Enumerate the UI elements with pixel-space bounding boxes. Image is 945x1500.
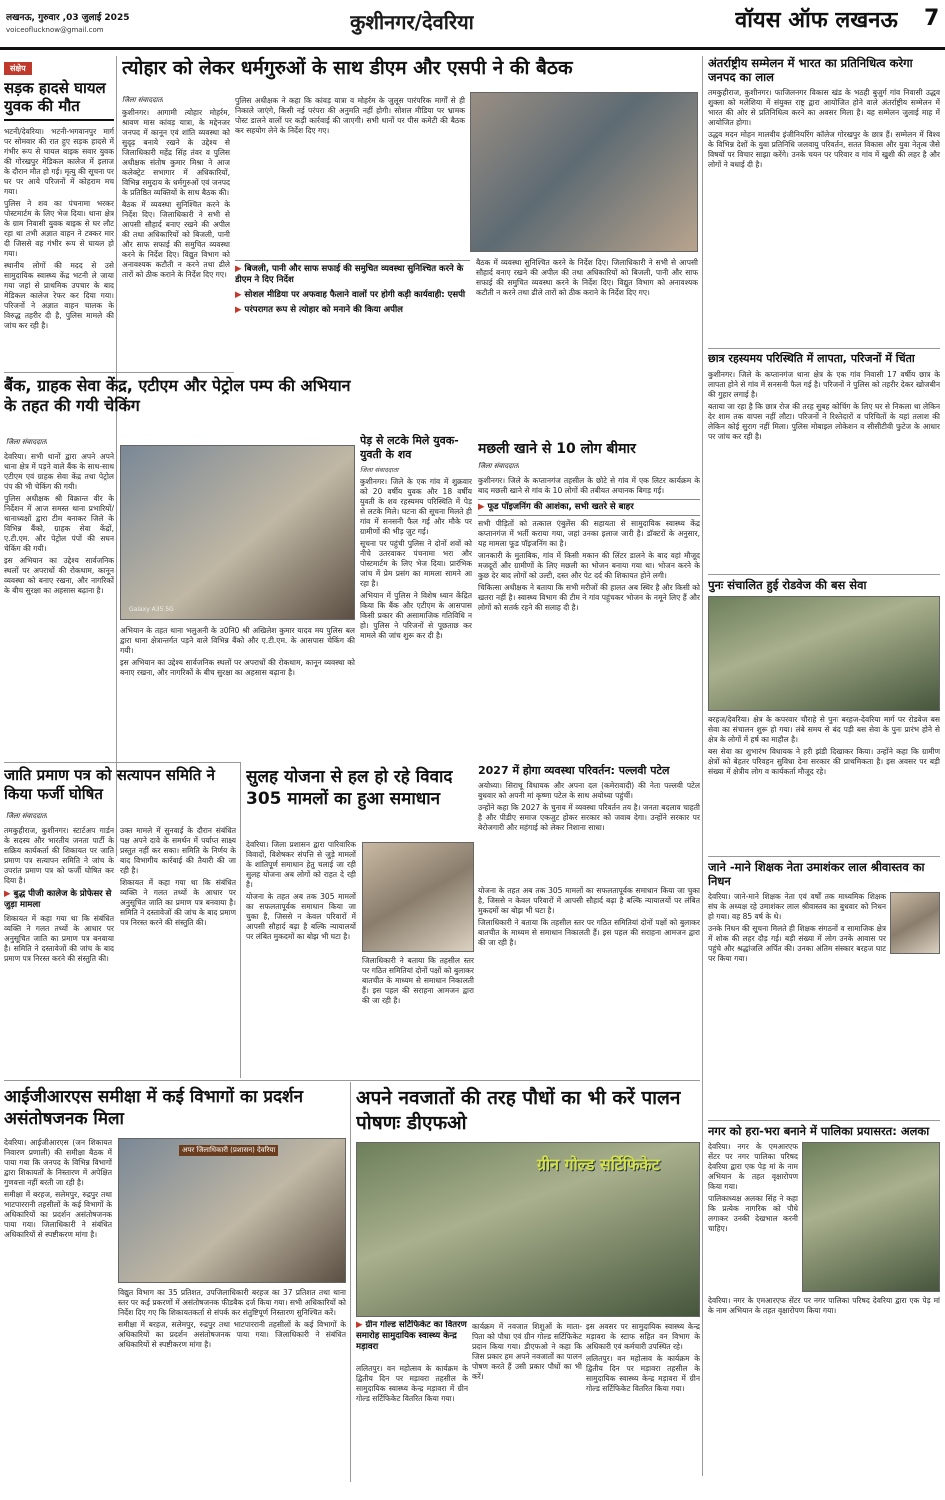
missing-headline: छात्र रहस्यमय परिस्थिति में लापता, परिजनों में चिंता [708, 352, 915, 365]
green-para-1: देवरिया। नगर के एमआरएफ सेंटर पर नगर पालिका परिषद देवरिया द्वारा एक पेड़ मां के नाम अभियान के तहत वृक्षारोपण किया गया। [708, 1142, 798, 1191]
lead-para-2: बैठक में व्यवस्था सुनिश्चित करने के निर्देश दिए। जिलाधिकारी ने सभी से आपसी सौहार्द बनाए रखने की अपील की तथा अधिकारियों को बिजली, पानी और साफ सफाई की समुचित व्यवस्था करने के निर्देश दिए। विद्युत विभाग को अनावश्यक कटौती न करने तथा ढीले तारों को ठीक कराने के निर्देश दिए गए। [122, 200, 230, 279]
lead-text-col-3 [476, 258, 698, 358]
bank-para-2: पुलिस अधीक्षक श्री विक्रान्त वीर के निर्देशन में आज समस्त थाना प्रभारियों/थानाध्यक्षों द्वारा टीम बनाकर जिले के विभिन्न बैंको, ग्राहक सेवा केंद्रों, ए.टी.एम. और पेट्रोल पंपों की सघन चेकिंग की गयी। [4, 494, 114, 553]
divider [708, 348, 940, 349]
plants-highlight-box [356, 1320, 468, 1353]
bus-para-2: बस सेवा का शुभारंभ विधायक ने हरी झंडी दिखाकर किया। उन्होंने कहा कि ग्रामीण क्षेत्रों को बेहतर परिवहन सुविधा देना सरकार की प्राथमिकता है। इस अवसर पर बड़ी संख्या में क्षेत्रीय लोग व कार्यकर्ता मौजूद रहे। [708, 747, 940, 776]
lead-text-col-2 [235, 96, 465, 256]
lead-meeting-photo [470, 92, 698, 252]
bodies-para-3: अभियान में पुलिस ने विशेष ध्यान केंद्रित किया कि बैंक और एटीएम के आसपास किसी प्रकार की असामाजिक गतिविधि न हो। पुलिस ने परिजनों से पूछताछ कर मामले की जांच शुरू कर दी है। [360, 591, 472, 640]
international-story [708, 56, 940, 346]
sulah-para-1: देवरिया। जिला प्रशासन द्वारा पारिवारिक विवादों, विशेषकर संपत्ति से जुड़े मामलों के शांतिपूर्ण समाधान हेतु चलाई जा रही सुलह योजना अब लोगों को राहत दे रही है। [246, 840, 356, 889]
notice-board: अपर जिलाधिकारी (प्रशासन) देवरिया [179, 1145, 278, 1156]
election-story [478, 764, 700, 882]
divider [4, 1080, 700, 1081]
missing-para-1: कुशीनगर। जिले के कप्तानगंज थाना क्षेत्र के एक गांव निवासी 17 वर्षीय छात्र के लापता होने से गांव में सनसनी फैल गई है। परिजनों ने पुलिस को तहरीर देकर खोजबीन की गुहार लगाई है। [708, 370, 940, 399]
plants-headline: अपने नवजातों की तरह पौधों का भी करें पालन पोषणः डीएफओ [356, 1087, 681, 1134]
international-para-1: तमकुहीराज, कुशीनगर। फाजिलनगर विकास खंड के भठही बुजुर्ग गांव निवासी उद्धव शुक्ला को मलेशिया में संयुक्त राष्ट्र द्वारा आयोजित होने वाले अंतर्राष्ट्रीय सम्मेलन में भारत की ओर से प्रतिनिधित्व करने का अवसर मिला है। यह सम्मेलन जुलाई माह में आयोजित होगा। [708, 88, 940, 127]
plants-para-1: ललितपुर। वन महोत्सव के कार्यक्रम के द्वितीय दिन पर मड़ावरा तहसील के सामुदायिक स्वास्थ्य केन्द्र मड़ावरा में ग्रीन गोल्ड सर्टिफिकेट वितरित किया गया। [356, 1364, 468, 1403]
caste-credit: जिला संवाददाता [6, 812, 48, 820]
masthead [0, 0, 945, 50]
bullet-icon: ▶ [235, 290, 245, 300]
lead-para-1: कुशीनगर। आगामी त्योहार मोहर्रम, श्रावण मास कांवड़ यात्रा, के मद्देनजर जनपद में कानून एवं शांति व्यवस्था को सुदृढ़ बनाये रखने के उद्देश्य से जिलाधिकारी महेंद्र सिंह तंवर व पुलिस अधीक्षक संतोष कुमार मिश्रा ने आज कलेक्ट्रेट सभागार में अधिकारियों, विभिन्न समुदाय के धर्मगुरुओं एवं जनपद के प्रतिष्ठित व्यक्तियों के साथ बैठक की। [122, 108, 230, 197]
plants-highlight [356, 1320, 468, 1360]
fish-para-3: जानकारी के मुताबिक, गांव में किसी मकान की लिंटर डालने के बाद वहां मौजूद मजदूरों और ग्रामीणों के लिए मछली का भोजन बनाया गया था। भोजन करने के कुछ देर बाद लोगों को उल्टी, दस्त और पेट दर्द की शिकायत होने लगी। [478, 551, 700, 580]
lead-highlight-text-2: सोशल मीडिया पर अफवाह फैलाने वालों पर होगी कड़ी कार्यवाही: एसपी [244, 290, 466, 300]
bodies-credit: जिला संवाददाता [360, 466, 399, 474]
bus-story [708, 578, 940, 853]
page-number: 7 [924, 6, 940, 31]
bank-credit: जिला संवाददाता [6, 438, 48, 446]
fish-para-4: चिकित्सा अधीक्षक ने बताया कि सभी मरीजों की हालत अब स्थिर है और किसी को खतरा नहीं है। स्वास्थ्य विभाग की टीम ने गांव पहुंचकर भोजन के नमूने लिए हैं और लोगों को सतर्क रहने की सलाह दी है। [478, 583, 700, 612]
lead-headline: त्योहार को लेकर धर्मगुरुओं के साथ डीएम और एसपी ने की बैठक [122, 57, 573, 79]
fish-para-1: कुशीनगर। जिले के कप्तानगंज तहसील के छोटे से गांव में एक लिटर कार्यक्रम के बाद मछली खाने से गांव के 10 लोगों की तबीयत अचानक बिगड़ गई। [478, 476, 700, 495]
bank-para-1: देवरिया। सभी थानों द्वारा अपने अपने थाना क्षेत्र में पड़ने वाले बैंक के साथ-साथ एटीएम एवं ग्राहक सेवा केंद्र तथा पेट्रोल पंप की भी चेकिंग की गयी। [4, 452, 114, 491]
sulah-para-3: जिलाधिकारी ने बताया कि तहसील स्तर पर गठित समितियां दोनों पक्षों को बुलाकर बातचीत के माध्यम से समाधान निकालती हैं। इस पहल की सराहना आमजन द्वारा की जा रही है। [362, 956, 474, 1005]
section-title: कुशीनगर/देवरिया [350, 10, 474, 34]
lead-highlight-2 [235, 290, 470, 301]
divider [116, 56, 117, 856]
caste-para-4: शिकायत में कहा गया था कि संबंधित व्यक्ति ने गलत तथ्यों के आधार पर अनुसूचित जाति का प्रमाण पत्र बनवाया है। समिति ने दस्तावेजों की जांच के बाद प्रमाण पत्र निरस्त करने की संस्तुति की। [120, 878, 236, 927]
bus-para-1: बरहज/देवरिया। क्षेत्र के कपरवार चौराहे से पुनः बरहज-देवरिया मार्ग पर रोडवेज बस सेवा का संचालन शुरू हो गया। लंबे समय से बंद पड़ी बस सेवा के पुनः प्रारंभ होने से क्षेत्र के लोगों में हर्ष का माहौल है। [708, 715, 940, 744]
igrs-para-4: समीक्षा में बरहज, सलेमपुर, रुद्रपुर तथा भाटपाररानी तहसीलों के कई विभागों के अधिकारियों का प्रदर्शन असंतोषजनक पाया गया। जिलाधिकारी ने संबंधित अधिकारियों से स्पष्टीकरण मांगा है। [118, 1320, 346, 1349]
sulah-text-2 [362, 956, 474, 1076]
plantation-photo [802, 1142, 940, 1292]
caste-para-1: तमकुहीराज, कुशीनगर। स्टार्टअप गार्डन के सदस्य और भारतीय जनता पार्टी के सक्रिय कार्यकर्ता की शिकायत पर जाति प्रमाण पत्र सत्यापन समिति ने जांच के उपरांत प्रमाण पत्र को फर्जी घोषित कर दिया है। [4, 826, 114, 885]
igrs-para-1: देवरिया। आईजीआरएस (जन शिकायत निवारण प्रणाली) की समीक्षा बैठक में पाया गया कि जनपद के विभिन्न विभागों द्वारा शिकायतों के निस्तारण में अपेक्षित गुणवत्ता नहीं बरती जा रही है। [4, 1138, 112, 1187]
international-para-2: उद्धव मदन मोहन मालवीय इंजीनियरिंग कॉलेज गोरखपुर के छात्र हैं। सम्मेलन में विश्व के विभिन्न देशों के युवा प्रतिनिधि जलवायु परिवर्तन, सतत विकास और युवा नेतृत्व जैसे विषयों पर विचार साझा करेंगे। उनके चयन पर परिवार व गांव में खुशी की लहर है और लोगों ने बधाई दी है। [708, 130, 940, 169]
missing-para-2: बताया जा रहा है कि छात्र रोज की तरह सुबह कोचिंग के लिए घर से निकला था लेकिन देर शाम तक वापस नहीं लौटा। परिजनों ने रिश्तेदारों व परिचितों के यहां तलाश की लेकिन कोई सुराग नहीं मिला। पुलिस मोबाइल लोकेशन व सीसीटीवी फुटेज के आधार पर जांच कर रही है। [708, 402, 940, 441]
lead-para-extra: बैठक में व्यवस्था सुनिश्चित करने के निर्देश दिए। जिलाधिकारी ने सभी से आपसी सौहार्द बनाए रखने की अपील की तथा अधिकारियों को बिजली, पानी और साफ सफाई की समुचित व्यवस्था करने के निर्देश दिए। विद्युत विभाग को अनावश्यक कटौती न करने तथा ढीले तारों को ठीक कराने के निर्देश दिए गए। [476, 258, 698, 297]
bank-para-4: अभियान के तहत थाना भलुअनी के उ0नि0 श्री अखिलेश कुमार यादव मय पुलिस बल द्वारा थाना क्षेत्रान्तर्गत पड़ने वाले विभिन्न बैंको और ए.टी.एम. के आसपास चेकिंग की गयी। [120, 626, 355, 655]
bank-text [4, 452, 114, 752]
divider [350, 1082, 351, 1482]
lead-highlight-text-3: परंपरागत रूप से त्योहार को मनाने की किया अपील [244, 305, 403, 315]
bullet-icon: ▶ [235, 264, 245, 274]
caste-highlight-text: बुद्ध पीजी कालेज के प्रोफेसर से जुड़ा मामला [4, 889, 112, 910]
green-para-2: पालिकाध्यक्ष अलका सिंह ने कहा कि प्रत्येक नागरिक को पौधे लगाकर उनकी देखभाल करनी चाहिए। [708, 1194, 798, 1233]
plants-text-2 [472, 1322, 582, 1484]
igrs-meeting-photo [118, 1138, 346, 1283]
teacher-story [708, 860, 940, 1118]
lead-credit: जिला संवाददाता [122, 96, 164, 104]
divider [4, 762, 240, 763]
teacher-para-1: देवरिया। जाने-माने शिक्षक नेता एवं वर्षों तक माध्यमिक शिक्षक संघ के अध्यक्ष रहे उमाशंकर लाल श्रीवास्तव का बुधवार को निधन हो गया। वह 85 वर्ष के थे। [708, 892, 886, 921]
teacher-para-2: उनके निधन की सूचना मिलते ही शिक्षक संगठनों व सामाजिक क्षेत्र में शोक की लहर दौड़ गई। बड़ी संख्या में लोग उनके आवास पर पहुंचे और श्रद्धांजलि अर्पित की। उनका अंतिम संस्कार बरहज घाट पर किया गया। [708, 924, 886, 963]
caste-highlight [4, 889, 114, 911]
teacher-portrait [890, 892, 940, 954]
igrs-headline: आईजीआरएस समीक्षा में कई विभागों का प्रदर्शन असंतोषजनक मिला [4, 1087, 304, 1129]
election-headline: 2027 में होगा व्यवस्था परिवर्तन: पल्लवी पटेल [478, 764, 670, 777]
green-story [708, 1124, 940, 1490]
election-continued [478, 886, 700, 1076]
bodies-para-1: कुशीनगर। जिले के एक गांव में शुक्रवार को 20 वर्षीय युवक और 18 वर्षीय युवती के शव रहस्यमय परिस्थिति में पेड़ से लटके मिले। घटना की सूचना मिलते ही गांव में सनसनी फैल गई और मौके पर ग्रामीणों की भीड़ जुट गई। [360, 477, 472, 536]
fish-para-2: सभी पीड़ितों को तत्काल एंबुलेंस की सहायता से सामुदायिक स्वास्थ्य केंद्र कप्तानगंज में भर्ती कराया गया, जहां उनका इलाज जारी है। डॉक्टरों के अनुसार, यह मामला फूड पॉइजनिंग का है। [478, 519, 700, 548]
email: voiceoflucknow@gmail.com [6, 26, 104, 34]
photo-watermark: Galaxy A35 5G [129, 606, 174, 613]
plants-para-3: इस अवसर पर सामुदायिक स्वास्थ्य केन्द्र मड़ावरा के स्टाफ सहित वन विभाग के अधिकारी एवं कर्मचारी उपस्थित रहे। [586, 1322, 700, 1351]
bank-checking-photo [120, 445, 355, 620]
bullet-icon: ▶ [235, 305, 245, 315]
plants-text-1 [356, 1364, 468, 1484]
bank-text-2 [120, 626, 355, 756]
plants-para-4: ललितपुर। वन महोत्सव के कार्यक्रम के द्वितीय दिन पर मड़ावरा तहसील के सामुदायिक स्वास्थ्य केन्द्र मड़ावरा में ग्रीन गोल्ड सर्टिफिकेट वितरित किया गया। [586, 1354, 700, 1393]
igrs-text-2 [118, 1288, 346, 1483]
caste-para-3: उक्त मामले में सुनवाई के दौरान संबंधित पक्ष अपने दावे के समर्थन में पर्याप्त साक्ष्य प्रस्तुत नहीं कर सका। समिति के निर्णय के बाद विभागीय कार्रवाई की तैयारी की जा रही है। [120, 826, 236, 875]
fish-headline: मछली खाने से 10 लोग बीमार [478, 441, 636, 457]
lead-para-3: पुलिस अधीक्षक ने कहा कि कांवड़ यात्रा व मोहर्रम के जुलूस पारंपरिक मार्गों से ही निकाले जाएंगे, किसी नई परंपरा की अनुमति नहीं होगी। सोशल मीडिया पर भ्रामक पोस्ट डालने वालों पर कड़ी कार्रवाई की जाएगी। सभी थानों पर पीस कमेटी की बैठक कर सहयोग लेने के निर्देश दिए गए। [235, 96, 465, 135]
bank-para-5: इस अभियान का उद्देश्य सार्वजनिक स्थलों पर अपराधों की रोकथाम, कानून व्यवस्था को बनाए रखना, और नागरिकों के बीच सुरक्षा का अहसास बढ़ाना है। [120, 658, 355, 677]
caste-text-2 [120, 826, 236, 1074]
divider [702, 56, 703, 1476]
caste-text-1 [4, 826, 114, 1074]
sankshep-para-1: भटनी/देवरिया। भटनी-भगवानपुर मार्ग पर सोमवार की रात हुए सड़क हादसे में गंभीर रूप से घायल बाइक सवार युवक की गोरखपुर मेडिकल कालेज में इलाज के दौरान मौत हो गई। मृत्यु की सूचना पर घर पर आये परिजनों में कोहराम मच गया। [4, 127, 114, 196]
divider [4, 372, 234, 373]
bullet-icon: ▶ [4, 889, 14, 899]
plants-para-2: कार्यक्रम में नवजात शिशुओं के माता-पिता को पौधा एवं ग्रीन गोल्ड सर्टिफिकेट प्रदान किया गया। डीएफओ ने कहा कि जिस प्रकार हम अपने नवजातों का पालन पोषण करते हैं उसी प्रकार पौधों का भी करें। [472, 1322, 582, 1381]
sankshep-tag: संक्षेप [4, 62, 32, 75]
plants-photo [356, 1142, 700, 1317]
sankshep-column [4, 56, 114, 371]
plants-highlight-text: ग्रीन गोल्ड सर्टिफिकेट का वितरण समारोह सामुदायिक स्वास्थ्य केन्द्र मड़ावरा [356, 1320, 467, 1352]
lead-highlight-text-1: बिजली, पानी और साफ सफाई की समुचित व्यवस्था सुनिश्चित करने के डीएम ने दिए निर्देश [235, 264, 464, 285]
caste-para-2: शिकायत में कहा गया था कि संबंधित व्यक्ति ने गलत तथ्यों के आधार पर अनुसूचित जाति का प्रमाण पत्र बनवाया है। समिति ने दस्तावेजों की जांच के बाद प्रमाण पत्र निरस्त करने की संस्तुति की। [4, 914, 114, 963]
bank-para-3: इस अभियान का उद्देश्य सार्वजनिक स्थलों पर अपराधों की रोकथाम, कानून व्यवस्था को बनाए रखना, और नागरिकों के बीच सुरक्षा का अहसास बढ़ाना है। [4, 556, 114, 595]
bullet-icon: ▶ [478, 502, 488, 512]
lead-highlights [235, 260, 470, 350]
election-para-1: अयोध्या। सिराथू विधायक और अपना दल (कमेरावादी) की नेता पल्लवी पटेल बुधवार को अपनी मां कृष्णा पटेल के साथ अयोध्या पहुंचीं। [478, 781, 700, 800]
plants-text-3 [586, 1322, 700, 1484]
green-headline: नगर को हरा-भरा बनाने में पालिका प्रयासरत: अलका [708, 1124, 930, 1138]
sankshep-headline: सड़क हादसे घायल युवक की मौत [4, 79, 114, 121]
green-para-3: देवरिया। नगर के एमआरएफ सेंटर पर नगर पालिका परिषद देवरिया द्वारा एक पेड़ मां के नाम अभियान के तहत वृक्षारोपण किया गया। [708, 1296, 940, 1315]
bodies-story [360, 434, 472, 759]
bus-headline: पुनः संचालित हुई रोडवेज की बस सेवा [708, 578, 867, 592]
international-headline: अंतर्राष्ट्रीय सम्मेलन में भारत का प्रतिनिधित्व करेगा जनपद का लाल [708, 56, 913, 84]
divider [708, 856, 940, 857]
election-para-2: उन्होंने कहा कि 2027 के चुनाव में व्यवस्था परिवर्तन तय है। जनता बदलाव चाहती है और पीडीए समाज एकजुट होकर सरकार को जवाब देगा। उन्होंने सरकार पर बेरोजगारी और महंगाई को लेकर निशाना साधा। [478, 803, 700, 832]
fish-credit: जिला संवाददाता [478, 462, 520, 470]
bodies-headline: पेड़ से लटके मिले युवक-युवती के शव [360, 434, 459, 461]
bank-headline: बैंक, ग्राहक सेवा केंद्र, एटीएम और पेट्रोल पम्प की अभियान के तहत की गयी चेकिंग [4, 376, 351, 415]
divider [240, 762, 241, 1078]
date-line: लखनऊ, गुरुवार ,03 जुलाई 2025 [6, 13, 130, 23]
bus-photo [708, 596, 940, 711]
certificate-banner: ग्रीन गोल्ड सर्टिफिकेट [537, 1155, 660, 1174]
fish-highlight [478, 499, 700, 516]
sankshep-para-2: पुलिस ने शव का पंचनामा भरकर पोस्टमार्टम के लिए भेज दिया। थाना क्षेत्र के ग्राम निवासी युवक बाइक से घर लौट रहा था तभी अज्ञात वाहन ने टक्कर मार दी जिससे वह गंभीर रूप से घायल हो गया। [4, 199, 114, 258]
fish-text [478, 476, 700, 761]
igrs-para-3: विद्युत विभाग का 35 प्रतिशत, उपजिलाधिकारी बरहज का 37 प्रतिशत तथा थाना स्तर पर कई प्रकरणों में असंतोषजनक फीडबैक दर्ज किया गया। सभी अधिकारियों को निर्देश दिए गए कि शिकायतकर्ता से संपर्क कर संतुष्टिपूर्ण निस्तारण सुनिश्चित करें। [118, 1288, 346, 1317]
lead-highlight-3 [235, 305, 470, 316]
missing-story [708, 352, 940, 572]
fish-highlight-text: फूड पॉइजनिंग की आशंका, सभी खतरे से बाहर [487, 502, 634, 512]
divider [708, 1120, 940, 1121]
teacher-headline: जाने -माने शिक्षक नेता उमाशंकर लाल श्रीवास्तव का निधन [708, 860, 925, 888]
lead-text-col-1 [122, 108, 230, 363]
sulah-para-4: योजना के तहत अब तक 305 मामलों का सफलतापूर्वक समाधान किया जा चुका है, जिससे न केवल परिवारों में आपसी सौहार्द बढ़ा है बल्कि न्यायालयों पर लंबित मुकदमों का बोझ भी घटा है। [478, 886, 700, 915]
igrs-text-1 [4, 1138, 112, 1483]
brand-logo: वॉयस ऑफ लखनऊ [735, 7, 898, 33]
sulah-text-1 [246, 840, 356, 1076]
divider [708, 574, 940, 575]
sulah-headline: सुलह योजना से हल हो रहे विवाद 305 मामलों का हुआ समाधान [246, 767, 453, 809]
lead-highlight-1 [235, 264, 470, 286]
igrs-para-2: समीक्षा में बरहज, सलेमपुर, रुद्रपुर तथा भाटपाररानी तहसीलों के कई विभागों के अधिकारियों का प्रदर्शन असंतोषजनक पाया गया। जिलाधिकारी ने संबंधित अधिकारियों से स्पष्टीकरण मांगा है। [4, 1190, 112, 1239]
caste-headline: जाति प्रमाण पत्र को सत्यापन समिति ने किया फर्जी घोषित [4, 766, 215, 803]
bodies-para-2: सूचना पर पहुंची पुलिस ने दोनों शवों को नीचे उतरवाकर पंचनामा भरा और पोस्टमार्टम के लिए भेज दिया। प्रारंभिक जांच में प्रेम प्रसंग का मामला सामने आ रहा है। [360, 539, 472, 588]
sulah-para-2: योजना के तहत अब तक 305 मामलों का सफलतापूर्वक समाधान किया जा चुका है, जिससे न केवल परिवारों में आपसी सौहार्द बढ़ा है बल्कि न्यायालयों पर लंबित मुकदमों का बोझ भी घटा है। [246, 892, 356, 941]
sulah-photo [362, 842, 474, 952]
bullet-icon: ▶ [356, 1320, 366, 1330]
sankshep-para-3: स्थानीय लोगों की मदद से उसे सामुदायिक स्वास्थ्य केंद्र भटनी ले जाया गया जहां से प्राथमिक उपचार के बाद मेडिकल कालेज रेफर कर दिया गया। परिजनों ने अज्ञात वाहन चालक के विरुद्ध तहरीर दी है, पुलिस मामले की जांच कर रही है। [4, 261, 114, 330]
sulah-para-5: जिलाधिकारी ने बताया कि तहसील स्तर पर गठित समितियां दोनों पक्षों को बुलाकर बातचीत के माध्यम से समाधान निकालती हैं। इस पहल की सराहना आमजन द्वारा की जा रही है। [478, 918, 700, 947]
